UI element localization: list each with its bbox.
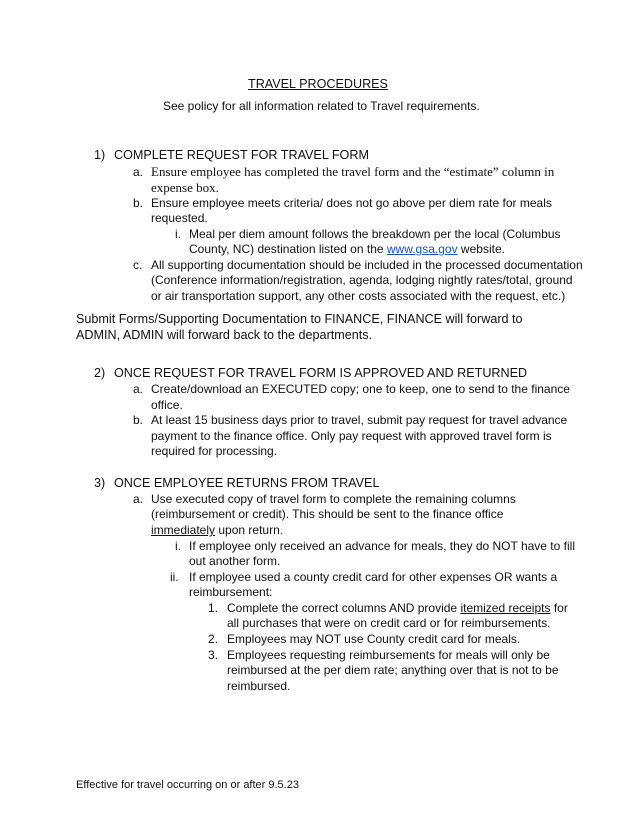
list-marker: 1. [208, 601, 219, 615]
list-item-text: Meal per diem amount follows the breakdown per the local (Columbus [189, 227, 561, 241]
list-item-text-part: Complete the correct columns AND provide [227, 601, 461, 615]
section-1-heading: COMPLETE REQUEST FOR TRAVEL FORM [114, 148, 369, 162]
list-item-text [189, 242, 505, 256]
list-item-text: If employee used a county credit card for other expenses OR wants a [189, 570, 558, 584]
list-item-text [227, 601, 568, 615]
list-marker: a. [133, 165, 144, 179]
list-item-text-part: County, NC) destination listed on the [189, 242, 387, 256]
list-item-text: expense box. [151, 180, 219, 195]
list-item-text: out another form. [189, 554, 281, 568]
list-item-text [151, 523, 283, 537]
submit-note-line: Submit Forms/Supporting Documentation to FINANCE, FINANCE will forward to [76, 312, 523, 326]
list-marker: c. [133, 258, 143, 272]
list-marker: ii. [170, 570, 179, 584]
gsa-link[interactable]: www.gsa.gov [386, 242, 458, 256]
list-item-text: If employee only received an advance for meals, they do NOT have to fill [189, 539, 575, 553]
list-item-text: required for processing. [151, 444, 278, 458]
list-item-text: All supporting documentation should be included in the processed documentation [151, 258, 583, 272]
list-item-text-part: upon return. [215, 523, 284, 537]
list-marker: 2. [208, 632, 219, 646]
list-item-text: office. [151, 398, 183, 412]
list-item-text: reimbursed. [227, 679, 291, 693]
list-marker: 3. [208, 648, 219, 662]
list-item-text-part: for [550, 601, 568, 615]
submit-note-line: ADMIN, ADMIN will forward back to the departments. [76, 328, 373, 342]
list-marker: i. [175, 227, 181, 241]
emphasis-text: itemized receipts [460, 601, 551, 615]
list-marker: a. [133, 382, 144, 396]
list-item-text: At least 15 business days prior to travel, submit pay request for travel advance [151, 413, 568, 427]
list-item-text: Employees may NOT use County credit card for meals. [227, 632, 521, 646]
list-item-text: Employees requesting reimbursements for meals will only be [227, 648, 550, 662]
list-marker: b. [133, 196, 144, 210]
list-item-text: (Conference information/registration, agenda, lodging nightly rates/total, ground [151, 273, 573, 287]
list-marker: a. [133, 492, 144, 506]
list-item-text: requested. [151, 211, 208, 225]
list-item-text: or air transportation support, any other costs associated with the request, etc.) [151, 289, 566, 303]
list-marker: b. [133, 413, 144, 427]
list-marker: i. [175, 539, 181, 553]
list-item-text: (reimbursement or credit). This should be sent to the finance office [151, 507, 504, 521]
list-item-text: all purchases that were on credit card or for reimbursements. [227, 616, 551, 630]
section-2-heading: ONCE REQUEST FOR TRAVEL FORM IS APPROVED AND RETURNED [114, 366, 528, 380]
page-title: TRAVEL PROCEDURES [248, 77, 388, 91]
list-item-text: payment to the finance office. Only pay request with approved travel form is [151, 429, 552, 443]
page-footer: Effective for travel occurring on or after 9.5.23 [76, 779, 299, 791]
section-3-number: 3) [94, 476, 106, 490]
list-item-text: Use executed copy of travel form to complete the remaining columns [151, 492, 516, 506]
page-subtitle: See policy for all information related to Travel requirements. [163, 99, 480, 113]
list-item-text: reimbursed at the per diem rate; anything over that is not to be [227, 663, 559, 677]
list-item-text: Ensure employee meets criteria/ does not go above per diem rate for meals [151, 196, 552, 210]
emphasis-text: immediately [151, 523, 216, 537]
list-item-text: Ensure employee has completed the travel form and the “estimate” column in [151, 164, 555, 179]
list-item-text: Create/download an EXECUTED copy; one to keep, one to send to the finance [151, 382, 570, 396]
list-item-text: reimbursement: [189, 585, 273, 599]
section-1-number: 1) [94, 148, 106, 162]
list-item-text-part: website. [457, 242, 505, 256]
section-3-heading: ONCE EMPLOYEE RETURNS FROM TRAVEL [114, 476, 380, 490]
section-2-number: 2) [94, 366, 106, 380]
